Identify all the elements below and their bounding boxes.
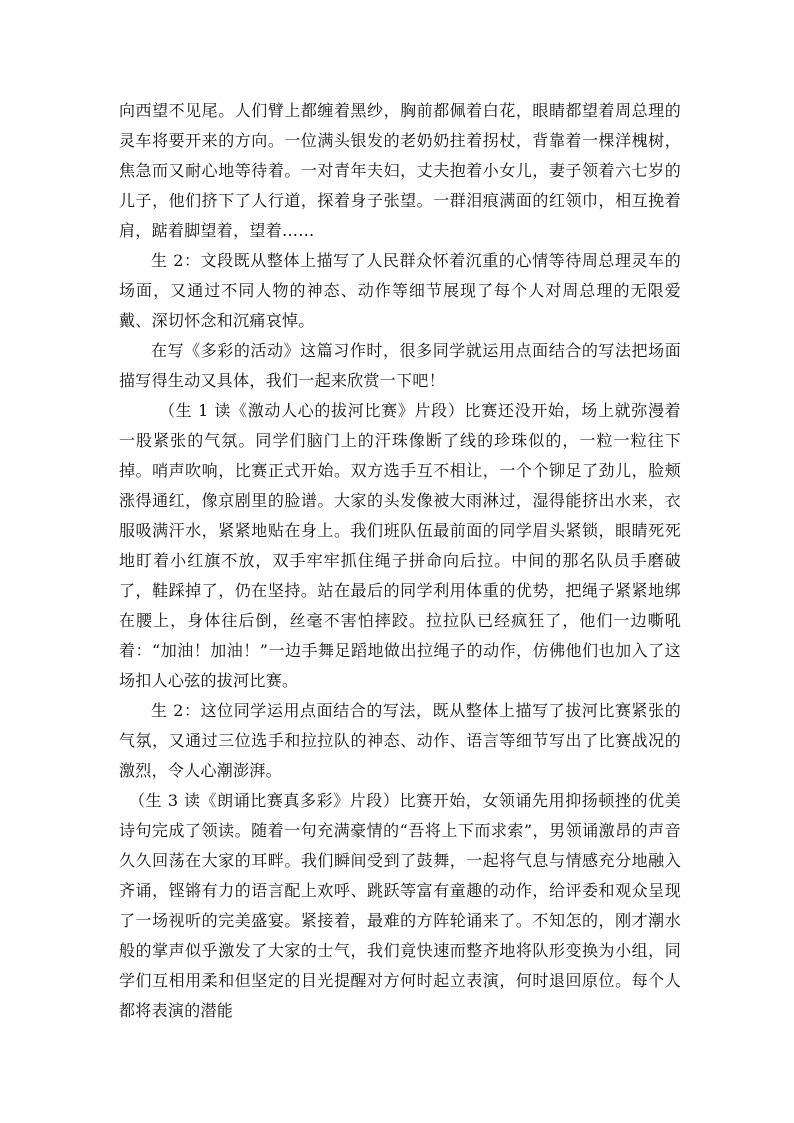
paragraph-recitation-excerpt: （生 3 读《朗诵比赛真多彩》片段）比赛开始，女领诵先用抑扬顿挫的优美诗句完成了领读。随着一句充满豪情的“吾将上下而求索”，男领诵激昂的声音久久回荡在大家的耳畔。我们瞬间受到了鼓舞，一起将气息与情感充分地融入齐诵，铿锵有力的语言配上欢呼、跳跃等富有童趣的动作，给评委和观众呈现了一场视听的完美盛宴。紧接着，最难的方阵轮诵来了。不知怎的，刚才潮水般的掌声似乎激发了大家的士气，我们竟快速而整齐地将队形变换为小组，同学们互相用柔和但坚定的目光提醒对方何时起立表演，何时退回原位。每个人都将表演的潜能 xyxy=(119,791,681,1020)
paragraph-tug-of-war-excerpt: （生 1 读《激动人心的拔河比赛》片段）比赛还没开始，场上就弥漫着一股紧张的气氛。同学们脑门上的汗珠像断了线的珍珠似的，一粒一粒往下掉。哨声吹响，比赛正式开始。双方选手互不相让，一个个铆足了劲儿，脸颊涨得通红，像京剧里的脸谱。大家的头发像被大雨淋过，湿得能挤出水来，衣服吸满汗水，紧紧地贴在身上。我们班队伍最前面的同学眉头紧锁，眼睛死死地盯着小红旗不放，双手牢牢抓住绳子拼命向后拉。中间的那名队员手磨破了，鞋踩掉了，仍在坚持。站在最后的同学利用体重的优势，把绳子紧紧地绑在腰上，身体往后倒，丝毫不害怕摔跤。拉拉队已经疯狂了，他们一边嘶吼着：“加油！加油！”一边手舞足蹈地做出拉绳子的动作，仿佛他们也加入了这场扣人心弦的拔河比赛。 xyxy=(119,401,681,690)
paragraph-continuation: 向西望不见尾。人们臂上都缠着黑纱，胸前都佩着白花，眼睛都望着周总理的灵车将要开来的方向。一位满头银发的老奶奶拄着拐杖，背靠着一棵洋槐树，焦急而又耐心地等待着。一对青年夫妇，丈夫抱着小女儿，妻子领着六七岁的儿子，他们挤下了人行道，探着身子张望。一群泪痕满面的红领巾，相互挽着肩，踮着脚望着，望着…… xyxy=(119,101,681,240)
paragraph-student2-comment-2: 生 2：这位同学运用点面结合的写法，既从整体上描写了拔河比赛紧张的气氛，又通过三位选手和拉拉队的神态、动作、语言等细节写出了比赛战况的激烈，令人心潮澎湃。 xyxy=(119,701,681,780)
document-body xyxy=(119,96,681,1026)
paragraph-student2-comment-1: 生 2：文段既从整体上描写了人民群众怀着沉重的心情等待周总理灵车的场面，又通过不同人物的神态、动作等细节展现了每个人对周总理的无限爱戴、深切怀念和沉痛哀悼。 xyxy=(119,251,681,330)
paragraph-teacher-intro: 在写《多彩的活动》这篇习作时，很多同学就运用点面结合的写法把场面描写得生动又具体，我们一起来欣赏一下吧！ xyxy=(119,341,681,390)
